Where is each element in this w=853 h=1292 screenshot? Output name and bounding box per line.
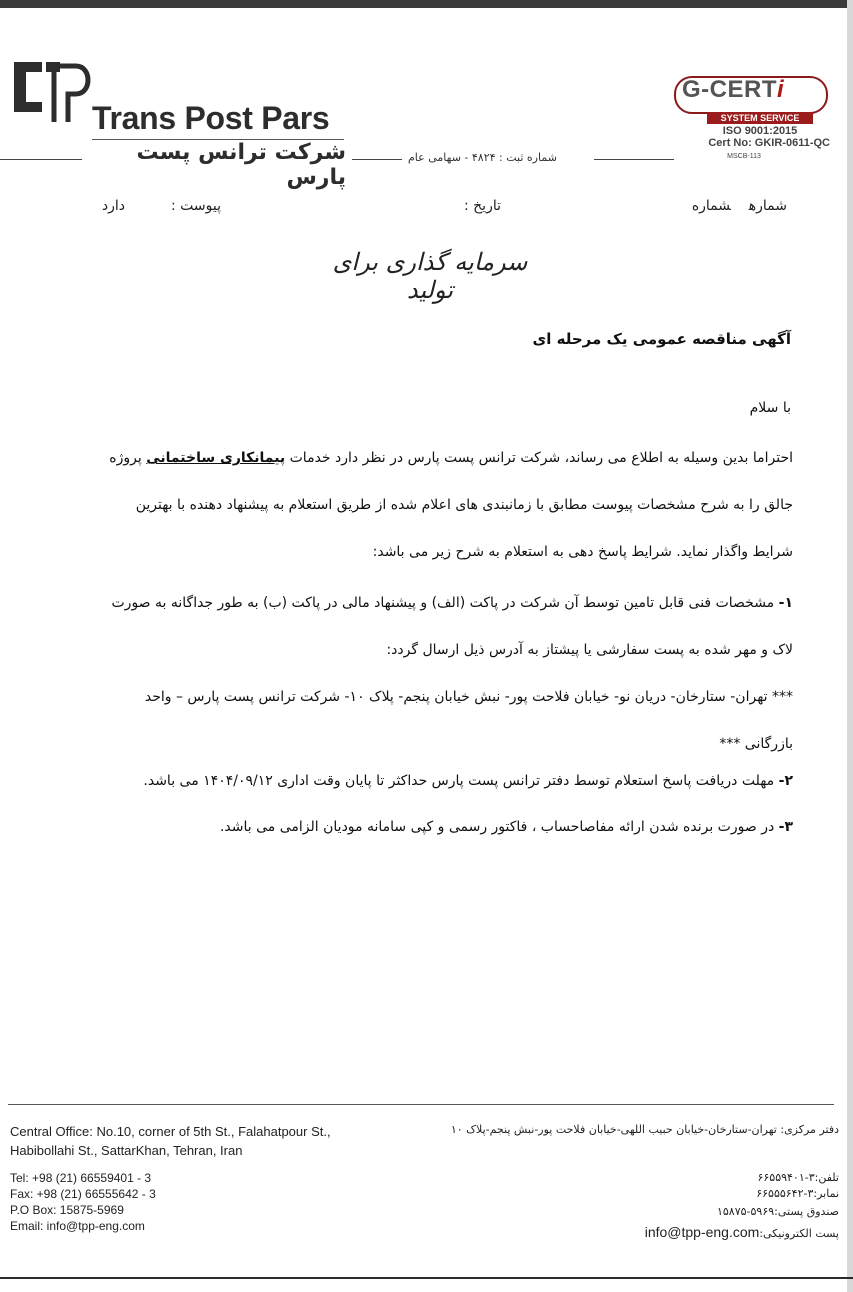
certification-name-suffix: i	[777, 76, 785, 103]
intro-text: احتراما بدین وسیله به اطلاع می رساند، شرکت ترانس پست پارس در نظر دارد خدمات	[285, 450, 793, 466]
condition-line: لاک و مهر شده به پست سفارشی یا پیشتاز به آدرس ذیل ارسال گردد:	[386, 642, 793, 658]
service-name: پیمانکاری ساختمانی	[146, 450, 286, 466]
footer-email-fa	[645, 1224, 839, 1240]
footer-divider	[8, 1104, 834, 1105]
condition-number: ۳-	[778, 819, 793, 835]
letter-attachment	[102, 198, 221, 214]
header-divider	[352, 159, 402, 160]
footer-email-link-fa[interactable]: info@tpp-eng.com	[644, 1224, 760, 1240]
condition-item-1	[88, 588, 793, 776]
condition-item-3	[88, 812, 793, 859]
footer-address-en-2: Habibollahi St., SattarKhan, Tehran, Iran	[10, 1143, 243, 1158]
condition-text: در صورت برنده شدن ارائه مفاصاحساب ، فاکتور رسمی و کپی سامانه مودیان الزامی می باشد.	[219, 819, 775, 835]
condition-address: بازرگانی ***	[719, 736, 793, 752]
scrollbar[interactable]	[847, 0, 853, 1292]
certification-name-prefix: G-CERT	[682, 76, 777, 103]
attachment-label: پیوست :	[171, 198, 221, 214]
brand-name-en: Trans Post Pars	[92, 100, 330, 136]
intro-line: شرایط واگذار نماید. شرایط پاسخ دهی به استعلام به شرح زیر می باشد:	[372, 544, 793, 560]
condition-number: ۱-	[778, 595, 793, 611]
condition-text: مهلت دریافت پاسخ استعلام توسط دفتر ترانس پست پارس حداکثر تا پایان وقت اداری ۱۴۰۴/۰۹/۱۲ می باشد.	[143, 773, 775, 789]
certification-ribbon: SYSTEM SERVICE	[707, 112, 813, 124]
certification-badge	[674, 70, 836, 166]
header-divider	[0, 159, 82, 160]
certification-name	[682, 76, 784, 104]
certification-number: Cert No: GKIR-0611-QC	[708, 137, 830, 149]
condition-number: ۲-	[778, 773, 793, 789]
motto-calligraphy: سرمایه گذاری برای تولید	[332, 248, 528, 304]
header-divider	[594, 159, 674, 160]
letter-number-label: شماره	[748, 198, 787, 214]
certification-iso: ISO 9001:2015	[722, 125, 798, 137]
letter-date	[428, 198, 501, 214]
footer-fax-fa: نمابر:۳-۶۶۵۵۵۶۴۲	[756, 1187, 839, 1200]
footer-address-en-1: Central Office: No.10, corner of 5th St., Falahatpour St.,	[10, 1124, 331, 1139]
brand-name-fa: شرکت ترانس پست پارس	[136, 140, 346, 190]
condition-text: مشخصات فنی قابل تامین توسط آن شرکت در پاکت (الف) و پیشنهاد مالی در پاکت (ب) به طور جداگانه به صورت	[111, 595, 775, 611]
footer-fax-en: Fax: +98 (21) 66555642 - 3	[10, 1187, 156, 1201]
intro-paragraph	[88, 443, 793, 584]
footer-email-label-fa: پست الکترونیکی:	[759, 1227, 839, 1240]
greeting: با سلام	[749, 400, 791, 416]
viewer-top-bar	[0, 0, 853, 8]
footer-tel-fa: تلفن:۳-۶۶۵۵۹۴۰۱	[757, 1171, 839, 1184]
footer-address-fa: دفتر مرکزی: تهران-ستارخان-خیابان حبیب اللهی-خیابان فلاحت پور-نبش پنجم-پلاک ۱۰	[450, 1123, 839, 1136]
intro-line: جالق را به شرح مشخصات پیوست مطابق با زمانبندی های اعلام شده از طریق استعلام به پیشنهاد دهنده با بهترین	[135, 497, 793, 513]
intro-line	[88, 443, 793, 490]
registration-number: شماره ثبت : ۴۸۲۴ - سهامی عام	[408, 151, 557, 164]
letter-number	[674, 198, 787, 214]
footer-tel-en: Tel: +98 (21) 66559401 - 3	[10, 1171, 152, 1185]
letter-title: آگهی مناقصه عمومی یک مرحله ای	[532, 330, 791, 348]
condition-item-2	[88, 766, 793, 813]
attachment-value: دارد	[101, 198, 125, 214]
footer-pobox-en: P.O Box: 15875-5969	[10, 1203, 124, 1217]
condition-line	[88, 588, 793, 635]
page-bottom-border	[0, 1277, 853, 1279]
condition-address: *** تهران- ستارخان- دریان نو- خیابان فلاحت پور- نبش خیابان پنجم- پلاک ۱۰- شرکت ترانس پست پارس – واحد	[144, 689, 793, 705]
certification-mscb: MSCB-113	[727, 153, 761, 160]
condition-line	[88, 766, 793, 813]
letter-date-label: تاریخ :	[463, 198, 501, 214]
footer-pobox-fa: صندوق پستی:۵۹۶۹-۱۵۸۷۵	[716, 1205, 839, 1218]
tpp-logo-icon	[12, 58, 94, 128]
footer-email-en[interactable]: Email: info@tpp-eng.com	[10, 1219, 145, 1233]
letter-number-value: شماره	[691, 198, 731, 214]
condition-line	[88, 812, 793, 859]
intro-text: پروژه	[109, 450, 147, 466]
